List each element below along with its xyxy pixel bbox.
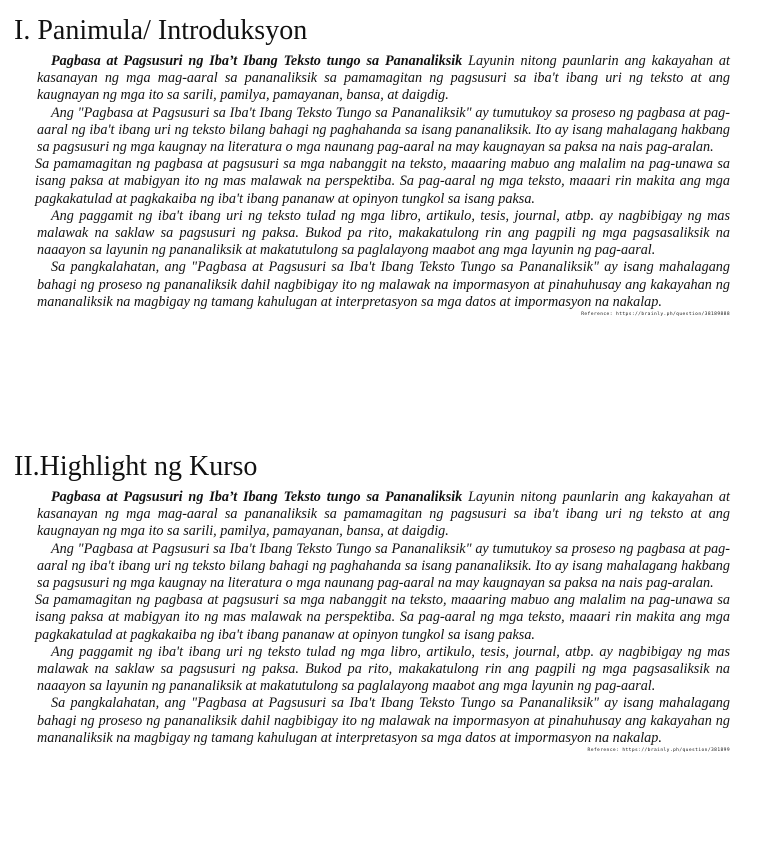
lead-text: Layunin nitong paunlarin ang kakayahan at kasanayan ng mga mag-aaral sa pananaliksik sa pamamagitan ng pagsusuri sa iba't ibang uri ng teksto at ang kaugnayan ng mga ito sa sarili, pamilya, pamayanan, bansa, at daigdig. — [37, 489, 730, 540]
paragraph: Sa pangkalahatan, ang "Pagbasa at Pagsusuri sa Iba't Ibang Teksto Tungo sa Pananaliksik" ay isang mahalagang bahagi ng proseso ng pananaliksik dahil nagbibigay ito ng malawak na impormasyon at pinahuhusay ang kakayahan ng mananaliksik na magbigay ng tamang kahulugan at interpretasyon sa mga datos at impormasyon na nakalap. — [37, 259, 730, 310]
section-body — [37, 489, 730, 747]
paragraph: Ang paggamit ng iba't ibang uri ng teksto tulad ng mga libro, artikulo, tesis, journal, atbp. ay nagbibigay ng mas malawak na saklaw sa pagsusuri ng paksa. Bukod pa rito, makakatulong rin ang pagpili ng mga pagsasaliksik na naaayon sa layunin ng pananaliksik at makatutulong sa paglalayong maabot ang mga layunin ng pag-aaral. — [37, 207, 730, 259]
section-heading: II.Highlight ng Kurso — [14, 451, 258, 482]
section-introduksyon — [0, 14, 768, 318]
paragraph: Ang paggamit ng iba't ibang uri ng teksto tulad ng mga libro, artikulo, tesis, journal, atbp. ay nagbibigay ng mas malawak na saklaw sa pagsusuri ng paksa. Bukod pa rito, makakatulong rin ang pagpili ng mga pagsasaliksik na naaayon sa layunin ng pananaliksik at makatutulong sa paglalayong maabot ang mga layunin ng pag-aaral. — [37, 643, 730, 695]
reference-note: Reference: https://brainly.ph/question/38189888 — [581, 312, 730, 318]
section-highlight — [0, 450, 768, 754]
paragraph: Ang "Pagbasa at Pagsusuri sa Iba't Ibang Tekstο Tungo sa Pananaliksik" ay tumutukoy sa proseso ng pagbasa at pag-aaral ng iba't ibang uri ng teksto bilang bahagi ng paghahanda sa isang pananaliksik. Ito ay isang mahalagang hakbang sa pagsusuri ng mga kaugnay na literatura o mga naunang pag-aaral na may kaugnayan sa paksa na nais pag-aralan. — [37, 104, 730, 156]
paragraph-lead — [37, 53, 730, 105]
paragraph: Sa pamamagitan ng pagbasa at pagsusuri sa mga nabanggit na teksto, maaaring mabuo ang malalim na pag-unawa sa isang paksa at mabigyan ito ng mas malawak na perspektiba. Sa pag-aaral ng mga teksto, maaari rin makita ang mga pagkakatulad at pagkakaiba ng iba't ibang pananaw at opinyon tungkol sa isang paksa. — [35, 156, 730, 207]
paragraph-lead — [37, 489, 730, 541]
reference-note: Reference: https://brainly.ph/question/381899 — [587, 748, 730, 754]
paragraph: Ang "Pagbasa at Pagsusuri sa Iba't Ibang Teksto Tungo sa Pananaliksik" ay tumutukoy sa proseso ng pagbasa at pag-aaral ng iba't ibang uri ng teksto bilang bahagi ng paghahanda sa isang pananaliksik. Ito ay isang mahalagang hakbang sa pagsusuri ng mga kaugnay na literatura o mga naunang pag-aaral na may kaugnayan sa paksa na nais pag-aralan. — [37, 540, 730, 592]
paragraph: Sa pangkalahatan, ang "Pagbasa at Pagsusuri sa Iba't Ibang Teksto Tungo sa Pananaliksik" ay isang mahalagang bahagi ng proseso ng pananaliksik dahil nagbibigay ito ng malawak na impormasyon at pinahuhusay ang kakayahan ng mananaliksik na magbigay ng tamang kahulugan at interpretasyon sa mga datos at impormasyon na nakalap. — [37, 695, 730, 746]
section-heading: I. Panimula/ Introduksyon — [14, 15, 308, 46]
course-title: Pagbasa at Pagsusuri ng Iba’t Ibang Teksto tungo sa Pananaliksik — [51, 489, 463, 505]
section-body — [37, 53, 730, 311]
paragraph: Sa pamamagitan ng pagbasa at pagsusuri sa mga nabanggit na teksto, maaaring mabuo ang malalim na pag-unawa sa isang paksa at mabigyan ito ng mas malawak na perspektiba. Sa pag-aaral ng mga teksto, maaari rin makita ang mga pagkakatulad at pagkakaiba ng iba't ibang pananaw at opinyon tungkol sa isang paksa. — [35, 592, 730, 643]
lead-text: Layunin nitong paunlarin ang kakayahan at kasanayan ng mga mag-aaral sa pananaliksik sa pamamagitan ng pagsusuri sa iba't ibang uri ng teksto at ang kaugnayan ng mga ito sa sarili, pamilya, pamayanan, bansa, at daigdig. — [37, 53, 730, 104]
course-title: Pagbasa at Pagsusuri ng Iba’t Ibang Teksto tungo sa Pananaliksik — [51, 53, 463, 69]
